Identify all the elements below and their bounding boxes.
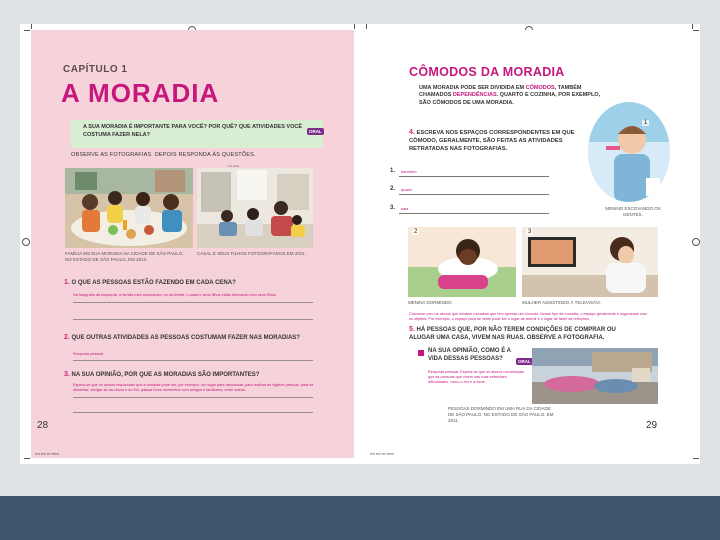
question-3-text: NA SUA OPINIÃO, POR QUE AS MORADIAS SÃO IMPORTANTES? <box>71 372 260 378</box>
photo-3-number: 3 <box>528 229 532 235</box>
boy-brushing-teeth-photo <box>588 102 670 202</box>
family-photo-caption: FAMÍLIA EM SUA MORADIA NA CIDADE DE SÃO PAULO, NO ESTADO DE SÃO PAULO, EM 2013. <box>65 251 184 263</box>
street-photo-caption: PESSOAS DORMINDO EM UMA RUA DA CIDADE DE SÃO PAULO, NO ESTADO DE SÃO PAULO, EM 2011. <box>448 406 554 424</box>
fill-line-2 <box>399 194 549 195</box>
crop-mark <box>366 24 367 29</box>
question-1 <box>64 278 324 288</box>
question-4 <box>409 128 581 153</box>
answer-line <box>73 412 313 413</box>
boy-brushing-illustration <box>588 102 670 202</box>
opening-question: A SUA MORADIA É IMPORTANTE PARA VOCÊ? POR QUÊ? QUE ATIVIDADES VOCÊ COSTUMA FAZER NELA? <box>83 124 302 139</box>
intro-text-1: UMA MORADIA PODE SER DIVIDIDA EM <box>419 85 526 91</box>
bottom-band <box>0 496 720 540</box>
question-2-number: 2. <box>64 334 70 341</box>
print-slug: ▪▪▪▪ ▪▪▪▪ ▪▪▪ ▪▪▪▪▪▪ <box>35 452 60 456</box>
page-number-left: 28 <box>37 420 49 431</box>
oral-badge: ORAL <box>309 129 322 134</box>
question-4-text: ESCREVA NOS ESPAÇOS CORRESPONDENTES EM QUE CÔMODO, GERALMENTE, SÃO FEITAS AS ATIVIDADES RETRATADAS NAS FOTOGRAFIAS. <box>409 130 575 152</box>
question-3-answer: Espera-se que os alunos respondam que a moradia pode ser, por exemplo, um lugar para descansar, para realizar as higiene pessoal, para se alimentar, abrigar-se da chuva e do frio, passar bons momentos com amigos e familiares, entre outras. <box>73 383 314 392</box>
crop-mark <box>24 458 30 459</box>
keyword-comodos: CÔMODOS <box>525 85 555 91</box>
couple-photo-caption: CASAL E SEUS FILHOS FOTOGRAFADOS EM 2011. <box>197 251 306 256</box>
fill-line-3 <box>399 213 549 214</box>
people-sleeping-street-photo <box>532 348 658 404</box>
fill-3-number: 3. <box>390 205 396 211</box>
girl-sleeping-illustration <box>408 227 516 297</box>
question-1-number: 1. <box>64 279 70 286</box>
fill-1-answer: banheiro <box>401 169 417 174</box>
question-1-text: O QUE AS PESSOAS ESTÃO FAZENDO EM CADA CENA? <box>71 280 236 286</box>
answer-line <box>73 319 313 320</box>
couple-children-illustration <box>197 168 313 248</box>
answer-line <box>73 302 313 303</box>
photo-2-number: 2 <box>414 229 418 235</box>
right-page <box>366 30 692 458</box>
girl-sleeping-photo <box>408 227 516 297</box>
question-3 <box>64 370 334 380</box>
question-3-number: 3. <box>64 371 70 378</box>
woman-watching-tv-photo <box>522 227 658 297</box>
fill-2-answer: quarto <box>401 187 413 192</box>
couple-with-children-photo <box>197 168 313 248</box>
registration-mark-icon <box>22 238 30 246</box>
print-slug: ▪▪▪▪ ▪▪▪▪ ▪▪▪ ▪▪▪▪▪▪ <box>370 452 395 456</box>
question-5-number: 5. <box>409 326 415 333</box>
question-1-answer: Na fotografia da esquerda, a família está almoçando; na da direita, o casal e seus filhos estão brincando com seus filhos. <box>73 293 277 297</box>
box-question: NA SUA OPINIÃO, COMO É A VIDA DESSAS PESSOAS? <box>428 348 511 362</box>
street-sleeping-illustration <box>532 348 658 404</box>
instruction-text: OBSERVE AS FOTOGRAFIAS. DEPOIS RESPONDA ÀS QUESTÕES. <box>71 152 256 158</box>
question-5 <box>409 325 641 343</box>
photo-credit: ▪ ▪▪▪ ▪▪▪▪▪▪ <box>227 164 240 168</box>
section-title: CÔMODOS DA MORADIA <box>409 65 565 79</box>
question-4-number: 4. <box>409 129 415 136</box>
page-number-right: 29 <box>646 420 658 431</box>
opening-question-box <box>71 120 323 148</box>
left-page <box>31 30 354 458</box>
teacher-note: Converse com os alunos que existem moradias que têm apenas um cômodo. Nesse tipo de moradia, o espaço geralmente é organizado com os objetos. Por exemplo, o espaço para se vestir pode ser o lugar de dormir e o lugar de fazer as refeições. <box>409 312 648 321</box>
question-2 <box>64 333 339 343</box>
woman-tv-illustration <box>522 227 658 297</box>
answer-line <box>73 360 313 361</box>
question-5-text: HÁ PESSOAS QUE, POR NÃO TEREM CONDIÇÕES DE COMPRAR OU ALUGAR UMA CASA, VIVEM NAS RUAS. OBSERVE A FOTOGRAFIA. <box>409 327 616 342</box>
family-lunch-photo <box>65 168 193 248</box>
crop-mark <box>354 24 355 29</box>
crop-mark <box>693 30 699 31</box>
answer-line <box>73 397 313 398</box>
photo-1-number: 1 <box>644 120 648 126</box>
family-lunch-illustration <box>65 168 193 248</box>
crop-mark <box>692 24 693 29</box>
photo-2-caption: MENINA DORMINDO. <box>408 300 453 305</box>
bullet-square-icon <box>418 350 424 356</box>
crop-mark <box>693 458 699 459</box>
chapter-label: CAPÍTULO 1 <box>63 64 128 75</box>
photo-1-caption: MENINO ESCOVANDO OS DENTES. <box>605 206 661 218</box>
intro-text-2: , TAMBÉM CHAMADOS <box>419 85 582 99</box>
photo-3-caption: MULHER ASSISTINDO À TELEVISÃO. <box>522 300 601 305</box>
question-2-answer: Resposta pessoal. <box>73 352 105 356</box>
fill-2-number: 2. <box>390 186 396 192</box>
crop-mark <box>31 24 32 29</box>
keyword-dependencias: DEPENDÊNCIAS <box>452 92 497 99</box>
fill-1-number: 1. <box>390 168 396 174</box>
page-title: A MORADIA <box>61 78 220 108</box>
box-answer: Resposta pessoal. Espera-se que os alunos reconheçam que as pessoas que vivem nas ruas enfrentam dificuldades, como o frio e a fome. <box>428 370 525 384</box>
intro-text-3: . QUARTO E COZINHA, POR EXEMPLO, SÃO CÔMODOS DE UMA MORADIA. <box>419 92 601 106</box>
fill-line-1 <box>399 176 549 177</box>
oral-badge: ORAL <box>518 359 531 364</box>
crop-mark <box>24 30 30 31</box>
fill-3-answer: sala <box>401 206 409 211</box>
intro-paragraph <box>419 85 609 107</box>
registration-mark-icon <box>692 238 700 246</box>
question-2-text: QUE OUTRAS ATIVIDADES AS PESSOAS COSTUMAM FAZER NAS MORADIAS? <box>71 335 300 341</box>
